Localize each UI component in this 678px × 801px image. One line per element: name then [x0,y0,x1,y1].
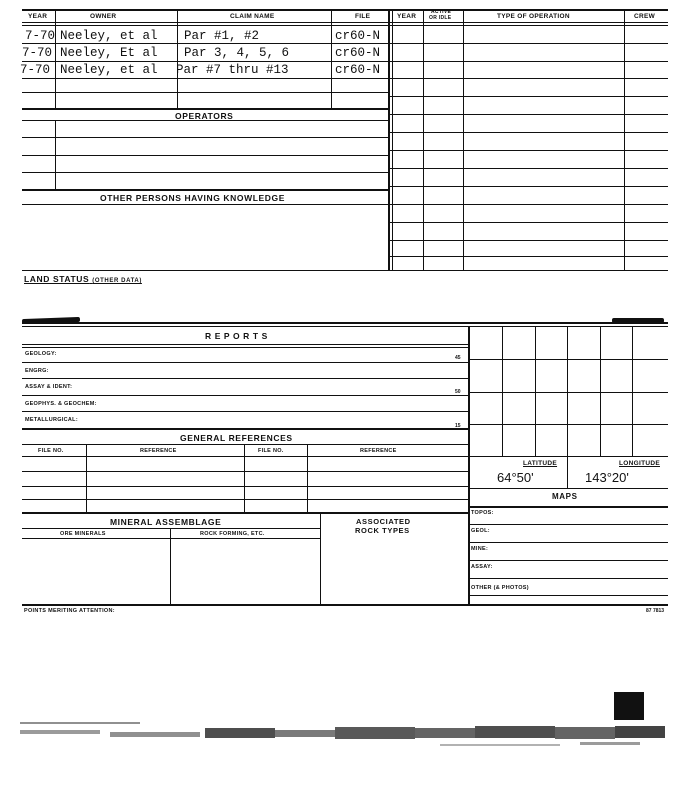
row-rule [390,43,668,44]
or-idle-header: OR IDLE [429,15,452,21]
row-rule [390,186,668,187]
topos-label: TOPOS: [471,510,494,516]
maps-heading: MAPS [552,492,578,501]
type-of-operation-header: TYPE OF OPERATION [497,13,570,20]
col-rule-divider [388,9,390,270]
minerals-top-rule [22,512,468,514]
metallurgical-label: METALLURGICAL: [25,417,78,423]
rock-forming-header: ROCK FORMING, ETC. [200,531,265,537]
assay-label: ASSAY & IDENT: [25,384,73,390]
row-rule [390,204,668,205]
maps-top-rule [468,488,668,489]
associated-heading: ASSOCIATED [356,517,411,526]
reports-rule [22,344,468,345]
claim-name: Par 3, 4, 5, 6 [184,46,290,60]
row-rule [22,78,388,79]
maps-rule [468,542,668,543]
col-rule [392,9,393,270]
minerals-bottom-rule [22,604,668,606]
grid-line [502,326,503,456]
claim-owner: Neeley, et al [60,29,158,43]
references-rule [22,499,468,500]
minerals-rule [22,538,320,539]
geology-label: GEOLOGY: [25,351,57,357]
col-rule [86,444,87,512]
col-rule [463,9,464,270]
assay-map-label: ASSAY: [471,564,493,570]
maps-rule [468,595,668,596]
ore-minerals-header: ORE MINERALS [60,531,106,537]
grid-line [468,456,668,457]
row-rule [390,96,668,97]
references-top-rule [22,428,468,430]
row-rule [390,114,668,115]
col-rule [423,9,424,270]
table-top-rule [22,9,668,11]
page-number: 15 [455,423,461,429]
col-rule [170,528,171,604]
file-no-header: FILE NO. [38,448,64,454]
latitude-label: LATITUDE [523,460,558,467]
year-header: YEAR [28,13,48,20]
maps-rule [468,524,668,525]
registration-mark [614,692,644,720]
claim-file: cr60-N [335,29,381,43]
active-header: ACTIVE [431,9,452,15]
file-header: FILE [355,13,371,20]
reports-rule [22,378,468,379]
maps-rule [468,506,668,508]
minerals-rule [22,528,320,529]
col-rule [307,444,308,512]
grid-line [567,326,568,456]
panel-divider [468,326,470,604]
maps-rule [468,560,668,561]
row-rule [390,240,668,241]
claim-name: Par #1, #2 [184,29,260,43]
claim-name-header: CLAIM NAME [230,13,275,20]
col-rule [55,120,56,190]
reports-rule [22,347,468,348]
claim-file: cr60-N [335,63,381,77]
other-photos-label: OTHER (& PHOTOS) [471,585,529,591]
scan-noise-strip [20,718,668,758]
other-persons-heading: OTHER PERSONS HAVING KNOWLEDGE [100,193,286,203]
reports-rule [22,362,468,363]
file-no-header-2: FILE NO. [258,448,284,454]
reports-rule [22,411,468,412]
col-rule [177,9,178,109]
claim-owner: Neeley, et al [60,63,158,77]
year-header-2: YEAR [397,13,417,20]
row-rule [22,172,388,173]
latlon-divider [567,456,568,488]
table-bottom-rule [22,270,668,271]
header-rule [22,22,668,23]
claim-year: 7-70 [22,46,53,60]
row-rule [390,168,668,169]
row-rule [390,150,668,151]
others-top-rule [22,189,388,191]
grid-line [535,326,536,456]
grid-line [468,424,668,425]
longitude-value: 143°20' [585,470,629,485]
crew-header: CREW [634,13,656,20]
row-rule [390,132,668,133]
col-rule [244,444,245,512]
row-rule [22,137,388,138]
claim-file: cr60-N [335,46,381,60]
mine-label: MINE: [471,546,489,552]
row-rule [390,78,668,79]
claim-name: Par #7 thru #13 [176,63,289,77]
claim-owner: Neeley, Et al [60,46,158,60]
geol-label: GEOL: [471,528,490,534]
col-rule [320,512,321,604]
references-rule [22,456,468,457]
row-rule [390,222,668,223]
points-meriting-attention-label: POINTS MERITING ATTENTION: [24,608,115,614]
geophys-label: GEOPHYS. & GEOCHEM: [25,401,97,407]
col-rule [55,9,56,109]
page-number: 50 [455,389,461,395]
col-rule [331,9,332,109]
rock-types-heading: ROCK TYPES [355,526,410,535]
latitude-value: 64°50' [497,470,534,485]
row-rule [22,92,388,93]
grid-line [632,326,633,456]
grid-line [468,392,668,393]
reference-header: REFERENCE [140,448,177,454]
reports-rule [22,395,468,396]
claim-year: 7-70 [25,29,56,43]
references-rule [22,444,468,445]
longitude-label: LONGITUDE [619,460,660,467]
col-rule [624,9,625,270]
mineral-assemblage-heading: MINERAL ASSEMBLAGE [110,517,222,527]
row-rule [390,61,668,62]
owner-header: OWNER [90,13,117,20]
references-rule [22,486,468,487]
form-number: 87 7813 [646,608,665,614]
operators-top-rule [22,108,388,110]
grid-line [600,326,601,456]
reports-top-rule [22,322,668,324]
operators-heading: OPERATORS [175,111,234,121]
general-references-heading: GENERAL REFERENCES [180,433,293,443]
references-rule [22,471,468,472]
row-rule [22,43,388,44]
reports-heading: R E P O R T S [205,331,268,341]
header-rule-2 [22,25,668,26]
claim-year: 7-70 [20,63,51,77]
others-rule [22,204,388,205]
page-number: 45 [455,355,461,361]
reports-top-rule-2 [22,326,668,327]
land-status-heading: LAND STATUS (OTHER DATA) [24,274,142,284]
row-rule [22,61,388,62]
grid-line [468,359,668,360]
engrg-label: ENGRG: [25,368,49,374]
row-rule [390,256,668,257]
row-rule [22,155,388,156]
reference-header-2: REFERENCE [360,448,397,454]
maps-rule [468,578,668,579]
